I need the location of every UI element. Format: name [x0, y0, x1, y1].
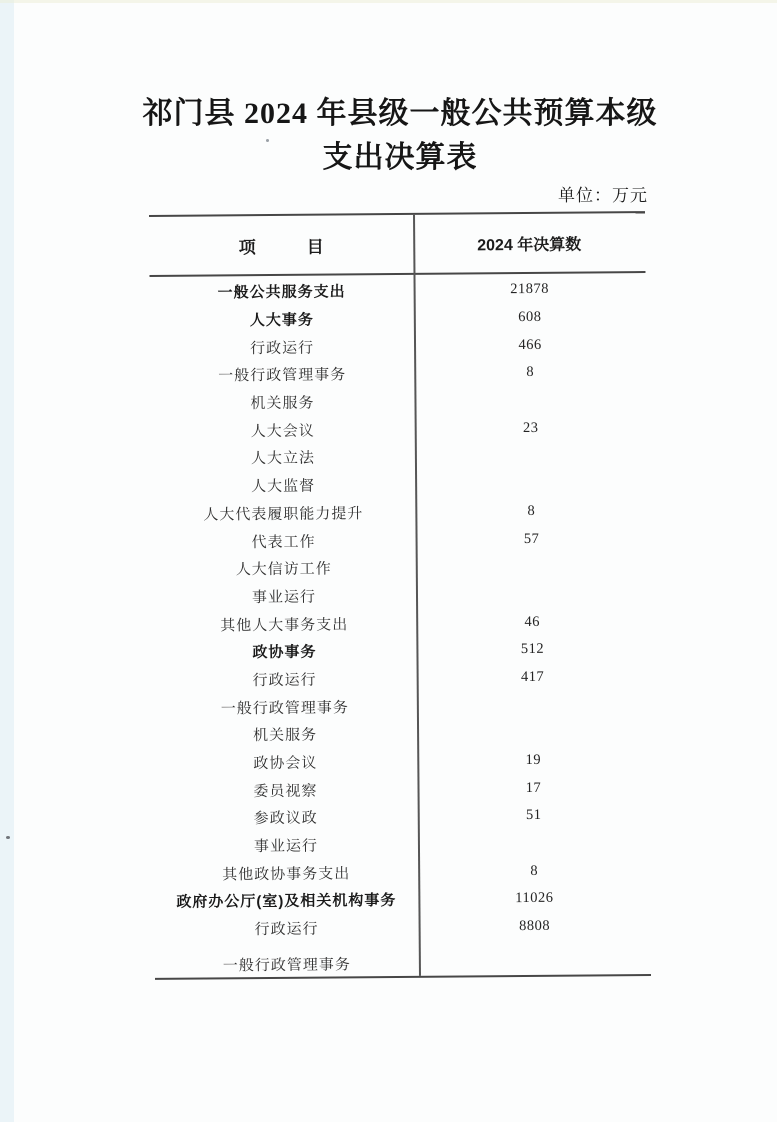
table-row — [150, 275, 646, 307]
table-row — [153, 690, 649, 722]
table-row — [152, 635, 648, 667]
table-row — [150, 303, 646, 335]
row-item-label: 一般行政管理事务 — [220, 700, 349, 718]
row-item-label: 代表工作 — [251, 534, 316, 551]
table-row — [155, 948, 651, 980]
row-value: 512 — [520, 641, 545, 658]
table-row — [151, 524, 647, 556]
row-value: 417 — [520, 668, 545, 686]
document-title-line2: 支出决算表 — [322, 141, 478, 174]
row-value: 23 — [522, 419, 539, 436]
table-row — [150, 358, 646, 390]
table-row — [150, 330, 646, 362]
row-value: 17 — [525, 779, 542, 796]
row-item-label: 其他政协事务支出 — [222, 866, 351, 884]
row-value — [414, 400, 646, 402]
document-title-line1: 祁门县 2024 年县级一般公共预算本级 — [142, 97, 658, 130]
budget-table — [149, 211, 651, 980]
row-item-label: 行政运行 — [252, 672, 317, 690]
row-item-label: 一般公共服务支出 — [217, 283, 346, 302]
row-value — [417, 704, 649, 706]
row-item-label: 一般行政管理事务 — [218, 367, 347, 385]
table-row — [151, 469, 647, 501]
table-row — [153, 746, 649, 778]
row-value: 19 — [525, 751, 542, 769]
table-row — [153, 718, 649, 750]
row-value — [416, 566, 648, 568]
table-row — [152, 580, 648, 612]
row-item-label: 其他人大事务支出 — [220, 617, 349, 635]
row-value — [418, 843, 650, 845]
row-item-label: 人大代表履职能力提升 — [203, 506, 364, 524]
table-body — [149, 273, 650, 979]
row-item-label: 人大立法 — [250, 451, 315, 468]
row-value: 8808 — [519, 917, 551, 935]
row-item-label: 政协事务 — [252, 643, 317, 662]
row-value: 21878 — [510, 281, 550, 298]
table-row — [152, 607, 648, 639]
row-value: 11026 — [515, 890, 554, 907]
table-row — [150, 386, 646, 418]
scan-edge-artifact — [0, 0, 777, 3]
table-header-row — [149, 213, 645, 277]
scan-edge-artifact — [0, 0, 14, 1122]
row-value: 8 — [526, 364, 535, 381]
table-row — [151, 413, 647, 445]
document-title — [40, 92, 760, 180]
row-value — [416, 593, 648, 595]
column-header-value: 2024 年决算数 — [477, 236, 582, 254]
table-row — [151, 441, 647, 473]
row-item-label: 人大监督 — [251, 478, 316, 496]
table-row — [154, 829, 650, 861]
row-item-label: 政府办公厅(室)及相关机构事务 — [176, 892, 397, 912]
row-item-label: 人大会议 — [250, 423, 315, 440]
table-row — [155, 912, 651, 944]
row-item-label: 委员视察 — [253, 783, 318, 800]
table-row — [153, 773, 649, 805]
row-value: 51 — [525, 807, 542, 824]
row-value: 466 — [518, 336, 542, 353]
table-row — [153, 663, 649, 695]
row-item-label: 机关服务 — [253, 727, 318, 745]
unit-label: 单位：万元 — [558, 186, 648, 205]
row-item-label: 行政运行 — [249, 340, 315, 357]
column-header-item: 项 目 — [238, 237, 324, 257]
row-item-label: 一般行政管理事务 — [222, 957, 351, 975]
row-item-label: 行政运行 — [254, 921, 319, 939]
row-value: 8 — [530, 862, 539, 879]
table-row — [154, 856, 650, 888]
table-row — [154, 884, 650, 916]
row-value — [417, 732, 649, 734]
row-item-label: 机关服务 — [250, 395, 315, 413]
row-item-label: 参政议政 — [253, 811, 318, 828]
row-value — [419, 961, 651, 963]
scan-speck — [6, 836, 10, 839]
table-row — [152, 552, 648, 584]
row-value: 57 — [523, 530, 540, 547]
row-item-label: 人大信访工作 — [235, 561, 332, 579]
row-value: 46 — [524, 613, 541, 630]
table-row — [154, 801, 650, 833]
row-value — [415, 455, 647, 457]
table-row — [151, 497, 647, 529]
row-value — [415, 483, 647, 485]
row-item-label: 事业运行 — [253, 838, 319, 856]
row-value: 8 — [527, 502, 536, 519]
row-value: 608 — [518, 308, 542, 326]
row-item-label: 政协会议 — [253, 755, 318, 773]
row-item-label: 人大事务 — [249, 311, 314, 330]
row-item-label: 事业运行 — [251, 589, 317, 607]
